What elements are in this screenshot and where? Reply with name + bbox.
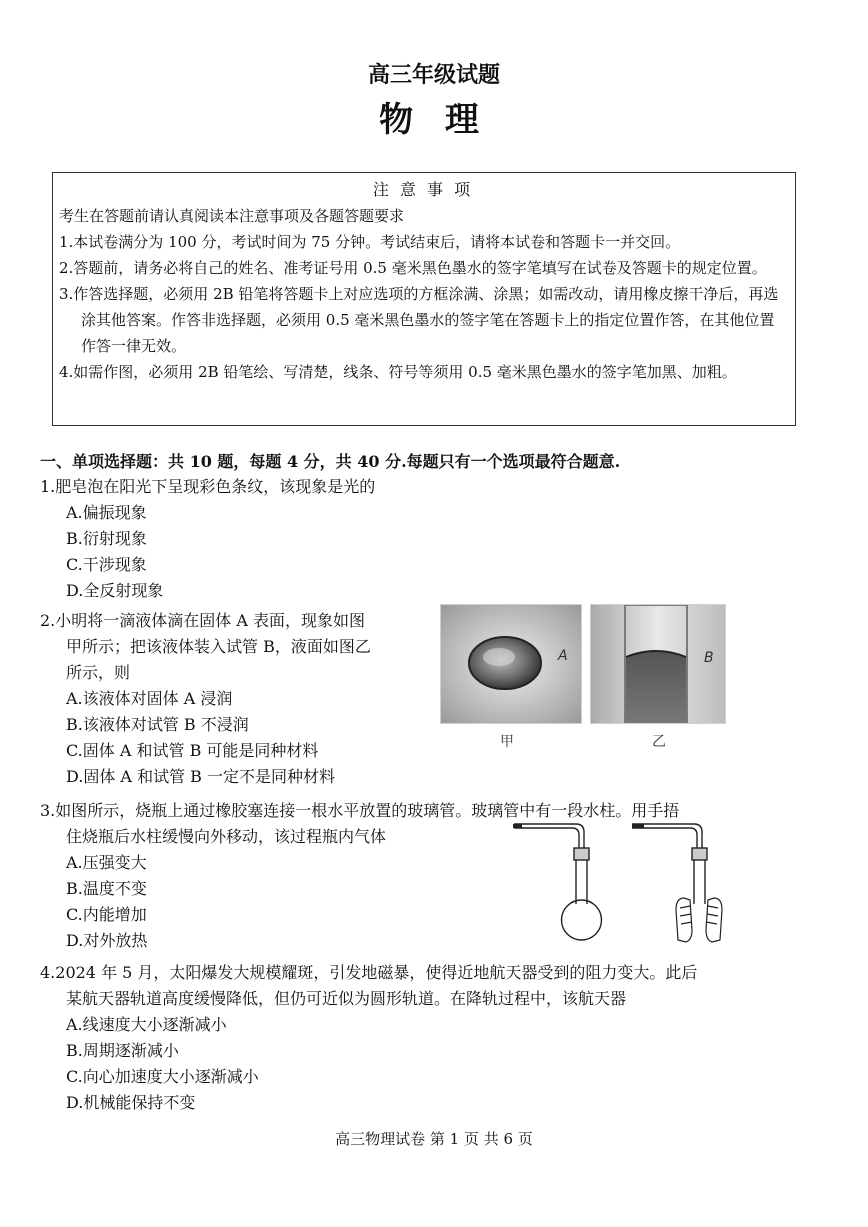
figure-jia <box>440 604 582 724</box>
question-1 <box>40 474 375 604</box>
question-stem: 某航天器轨道高度缓慢降低，但仍可近似为圆形轨道。在降轨过程中，该航天器 <box>66 989 627 1008</box>
option-b: B.周期逐渐减小 <box>66 1041 179 1060</box>
option-a: A.压强变大 <box>66 853 147 872</box>
option-c: C.内能增加 <box>66 905 147 924</box>
option-d: D.机械能保持不变 <box>66 1093 196 1112</box>
question-stem: 所示，则 <box>66 663 131 682</box>
option-b: B.该液体对试管 B 不浸润 <box>66 715 249 734</box>
option-c: C.向心加速度大小逐渐减小 <box>66 1067 259 1086</box>
notice-item: 4.如需作图，必须用 2B 铅笔绘、写清楚，线条、符号等须用 0.5 毫米黑色墨水的签字笔加黑、加粗。 <box>59 363 737 381</box>
option-d: D.全反射现象 <box>66 581 164 600</box>
exam-title: 物 理 <box>379 100 489 140</box>
question-stem: 3.如图所示，烧瓶上通过橡胶塞连接一根水平放置的玻璃管。玻璃管中有一段水柱。用手捂 <box>40 801 680 820</box>
water-column <box>632 824 644 828</box>
option-d: D.对外放热 <box>66 931 148 950</box>
question-stem: 住烧瓶后水柱缓慢向外移动，该过程瓶内气体 <box>66 827 387 846</box>
section-heading: 一、单项选择题：共 10 题，每题 4 分，共 40 分.每题只有一个选项最符合题意. <box>40 452 621 471</box>
notice-item: 2.答题前，请务必将自己的姓名、准考证号用 0.5 毫米黑色墨水的签字笔填写在试卷及答题卡的规定位置。 <box>59 259 767 277</box>
notice-item: 3.作答选择题，必须用 2B 铅笔将答题卡上对应选项的方框涂满、涂黑；如需改动，请用橡皮擦干净后，再选涂其他答案。作答非选择题，必须用 0.5 毫米黑色墨水的签字笔在答题卡上的指定位置作答，在其他位置作答一律无效。 <box>59 285 779 355</box>
option-c: C.干涉现象 <box>66 555 147 574</box>
option-a: A.该液体对固体 A 浸润 <box>66 689 233 708</box>
droplet-photo <box>441 605 581 723</box>
notice-intro: 考生在答题前请认真阅读本注意事项及各题答题要求 <box>59 207 405 225</box>
notice-item: 1.本试卷满分为 100 分，考试时间为 75 分钟。考试结束后，请将本试卷和答题卡一并交回。 <box>59 233 681 251</box>
question-2 <box>40 608 371 790</box>
label-tube-b: B <box>704 650 714 666</box>
notice-title: 注 意 事 项 <box>372 180 474 199</box>
option-a: A.线速度大小逐渐减小 <box>66 1015 227 1034</box>
caption-yi: 乙 <box>652 734 666 750</box>
label-solid-a: A <box>558 648 568 664</box>
flask-right <box>632 824 707 904</box>
option-d: D.固体 A 和试管 B 一定不是同种材料 <box>66 767 336 786</box>
option-b: B.温度不变 <box>66 879 147 898</box>
page-footer: 高三物理试卷 第 1 页 共 6 页 <box>335 1130 533 1148</box>
question-4 <box>40 960 830 1116</box>
option-c: C.固体 A 和试管 B 可能是同种材料 <box>66 741 319 760</box>
notice-box <box>52 172 796 426</box>
exam-subtitle: 高三年级试题 <box>367 63 500 88</box>
question-stem: 2.小明将一滴液体滴在固体 A 表面，现象如图 <box>40 611 365 630</box>
flask-left <box>514 824 602 940</box>
hands-icon <box>676 898 722 942</box>
option-b: B.衍射现象 <box>66 529 147 548</box>
question-stem: 4.2024 年 5 月，太阳爆发大规模耀斑，引发地磁暴，使得近地航天器受到的阻力变大。此后 <box>40 963 698 982</box>
flask-figure <box>508 818 736 946</box>
question-stem: 甲所示；把该液体装入试管 B，液面如图乙 <box>66 637 371 656</box>
water-column <box>513 824 522 828</box>
question-stem: 1.肥皂泡在阳光下呈现彩色条纹，该现象是光的 <box>40 477 376 496</box>
option-a: A.偏振现象 <box>66 503 147 522</box>
caption-jia: 甲 <box>500 734 514 750</box>
